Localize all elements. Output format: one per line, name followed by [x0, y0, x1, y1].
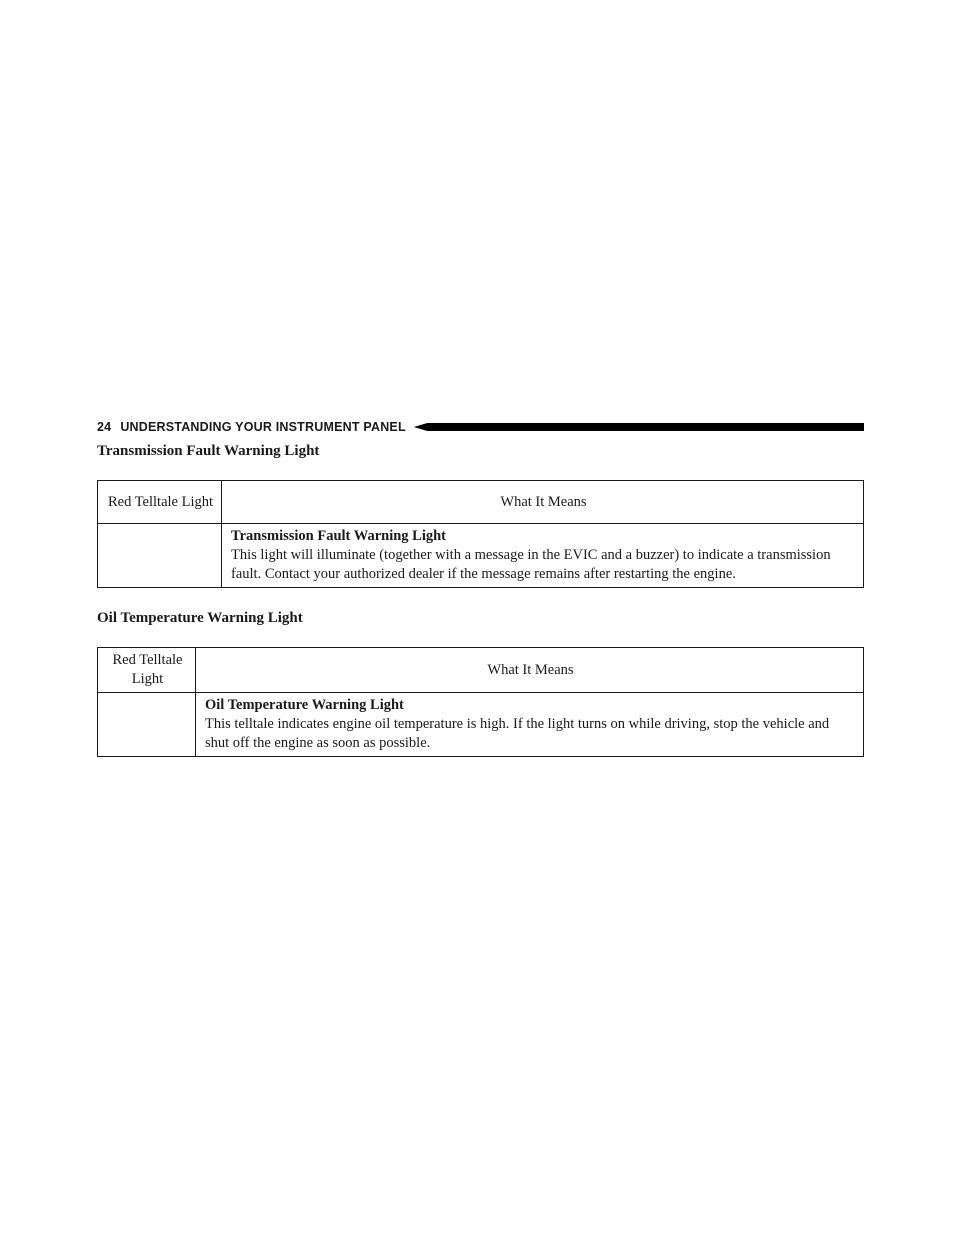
transmission-fault-table [97, 480, 864, 588]
oil-temperature-heading: Oil Temperature Warning Light [97, 610, 303, 626]
page-number: 24 [97, 420, 112, 434]
meaning-cell [196, 693, 864, 757]
table-header-row [98, 481, 864, 524]
table-header-row [98, 648, 864, 693]
col-header-telltale: Red Telltale Light [98, 481, 222, 524]
item-description: This light will illuminate (together with a message in the EVIC and a buzzer) to indicate a transmission fault. Contact your authorized dealer if the message remains after restarting the engine. [231, 547, 831, 582]
col-header-meaning: What It Means [196, 648, 864, 693]
header-rule [414, 423, 864, 431]
item-title: Oil Temperature Warning Light [205, 697, 404, 713]
transmission-fault-heading: Transmission Fault Warning Light [97, 443, 320, 459]
item-title: Transmission Fault Warning Light [231, 528, 447, 544]
col-header-telltale: Red Telltale Light [98, 648, 196, 693]
meaning-cell [222, 524, 864, 588]
item-description: This telltale indicates engine oil temperature is high. If the light turns on while driving, stop the vehicle and shut off the engine as soon as possible. [205, 716, 830, 751]
page-header [97, 419, 864, 435]
col-header-meaning: What It Means [222, 481, 864, 524]
table-row [98, 693, 864, 757]
telltale-icon-cell [98, 524, 222, 588]
section-title: UNDERSTANDING YOUR INSTRUMENT PANEL [120, 420, 406, 434]
telltale-icon-cell [98, 693, 196, 757]
table-row [98, 524, 864, 588]
oil-temperature-table [97, 647, 864, 757]
